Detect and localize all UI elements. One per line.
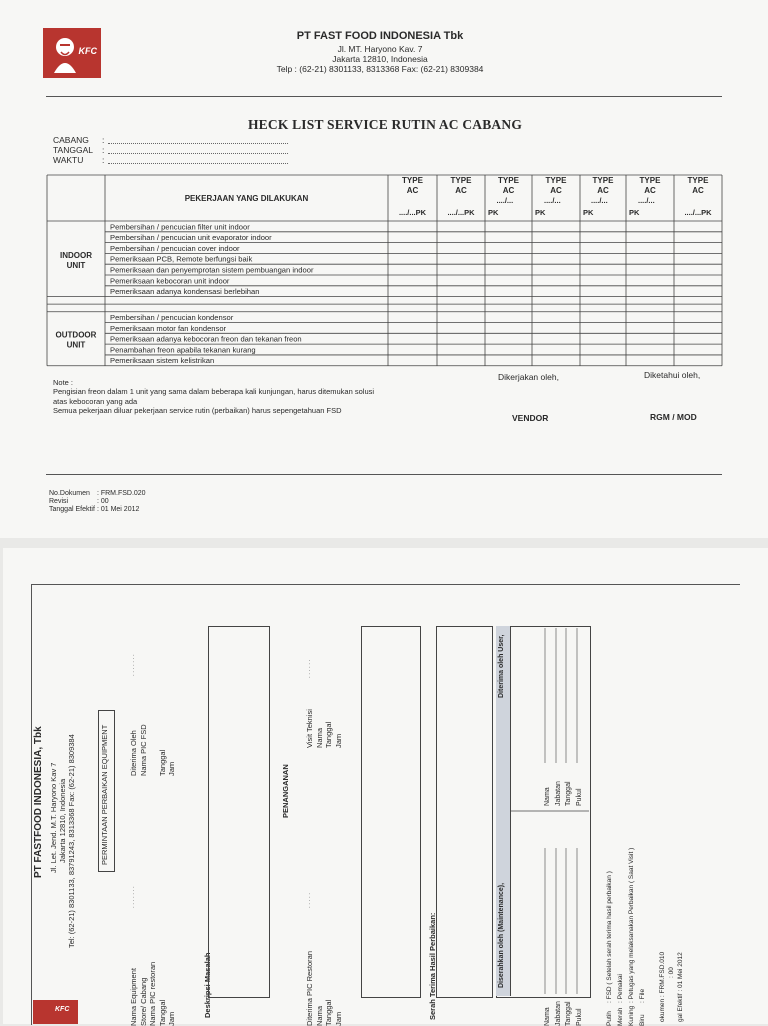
- dots-pic: . . . . .: [306, 892, 312, 908]
- field-waktu-sep: :: [102, 155, 105, 165]
- diserahkan-label: Diserahkan oleh (Maintenance),: [498, 882, 505, 988]
- indoor-task: Pembersihan / pencucian cover indoor: [110, 243, 240, 253]
- outdoor-task: Pembersihan / pencucian kondensor: [110, 313, 234, 323]
- rgm-label: RGM / MOD: [650, 412, 697, 422]
- type-header-ratio: ..../...: [591, 196, 608, 205]
- indoor-label: INDOOR: [60, 250, 92, 260]
- company-address-line2: Jakarta 12810, Indonesia: [332, 54, 428, 64]
- note-label: Note :: [53, 378, 74, 387]
- visit-field-0: Visit Teknisi: [305, 709, 314, 748]
- indoor-task: Pembersihan / pencucian unit evaporator indoor: [110, 233, 272, 243]
- visit-field-2: Tanggal: [324, 721, 333, 748]
- form2-address2: Jakarta 12810, Indonesia: [58, 778, 67, 863]
- company-telp: Telp : (62-21) 8301133, 8313368 Fax: (62-21) 8309384: [276, 64, 484, 74]
- type-header-ac: AC: [502, 186, 515, 195]
- task-header: PEKERJAAN YANG DILAKUKAN: [184, 194, 309, 203]
- footer-rev-label: Revisi: [49, 498, 69, 505]
- form-title: HECK LIST SERVICE RUTIN AC CABANG: [247, 117, 523, 132]
- form2-title: PERMINTAAN PERBAIKAN EQUIPMENT: [100, 724, 109, 865]
- type-header-type: TYPE: [450, 176, 472, 185]
- form2-doc-rev: : 00: [668, 967, 675, 978]
- indoor-task: Pemeriksaan kebocoran unit indoor: [110, 276, 230, 286]
- left-field-2: Nama PIC restoran: [148, 961, 157, 1026]
- indoor-task: Pemeriksaan adanya kondensasi berlebihan: [110, 287, 260, 297]
- indoor-task: Pemeriksaan dan penyemprotan sistem pembuangan indoor: [110, 265, 314, 275]
- type-header-ratio: ..../...: [544, 196, 561, 205]
- outdoor-label-unit: UNIT: [66, 340, 86, 350]
- form2-company: PT FASTFOOD INDONESIA, Tbk: [33, 726, 44, 878]
- outdoor-task: Pemeriksaan sistem kelistrikan: [110, 356, 215, 366]
- sign-row-maint-1: Jabatan: [554, 1001, 562, 1026]
- outdoor-label: OUTDOOR: [55, 330, 97, 340]
- sign-row-user-3: Pukul: [575, 788, 583, 806]
- type-header-ac: AC: [644, 186, 656, 195]
- left-field-0: Nama Equipment: [129, 968, 138, 1026]
- copy-color-0: Putih: [606, 1011, 613, 1026]
- repair-request-page: [3, 548, 768, 1024]
- field-waktu-label: WAKTU: [53, 155, 84, 165]
- sign-row-maint-2: Tanggal: [565, 1001, 572, 1026]
- sign-box-grid: [3, 548, 768, 1024]
- left-field-1: Store/ Cabang: [138, 977, 148, 1026]
- pic-field-0: Diterima PIC Restoran: [305, 950, 314, 1026]
- footer-rev-value: : 00: [96, 498, 109, 505]
- form2-address1: Jl. Let. Jend. M.T. Haryono Kav 7: [49, 762, 58, 873]
- note-line2: atas kebocoran yang ada: [53, 397, 138, 406]
- sign-row-user-1: Jabatan: [554, 781, 562, 806]
- type-header-type: TYPE: [592, 176, 614, 185]
- copy-desc-3: : File: [639, 988, 646, 1003]
- penanganan-label: PENANGANAN: [281, 764, 290, 818]
- type-header-ac: AC: [455, 186, 467, 195]
- dots-left: . . . . . . .: [130, 886, 136, 908]
- right-field-4: Jam: [167, 761, 176, 776]
- copy-desc-1: : Pemakai: [617, 974, 624, 1003]
- copy-desc-2: : Petugas yang melaksanakan Perbaikan ( Saat Visit ): [628, 847, 635, 1003]
- type-header-type: TYPE: [498, 176, 519, 185]
- right-field-1: Nama PIC FSD: [138, 724, 148, 776]
- company-address-line1: Jl. MT. Haryono Kav. 7: [337, 44, 423, 54]
- field-tanggal-label: TANGGAL: [53, 145, 93, 155]
- form2-telp: Tel: (62-21) 8301133, 83791243, 8313368 Fax: (62-21) 8309384: [67, 734, 76, 948]
- pic-field-2: Tanggal: [324, 999, 333, 1026]
- pic-field-1: Nama: [314, 1005, 324, 1026]
- copy-desc-0: : FSD ( Setelah serah terima hasil perbaikan ): [606, 871, 613, 1003]
- type-header-pk: PK: [488, 208, 499, 217]
- type-header-ratio: ..../...: [496, 196, 514, 205]
- field-cabang-sep: :: [102, 135, 105, 145]
- sign-row-user-0: Nama: [544, 787, 551, 806]
- company-name: PT FAST FOOD INDONESIA Tbk: [296, 30, 464, 42]
- dots-visit: . . . . . .: [306, 659, 312, 678]
- left-field-4: Jam: [167, 1011, 176, 1026]
- visit-field-3: Jam: [333, 733, 343, 748]
- footer-eff-value: : 01 Mei 2012: [96, 506, 140, 513]
- copy-color-2: Kuning: [628, 1005, 635, 1026]
- dots-right: . . . . . . .: [130, 654, 136, 676]
- form2-doc-no: okumen : FRM.FSD.010: [659, 951, 666, 1022]
- type-header-ac: AC: [550, 186, 562, 195]
- type-header-type: TYPE: [545, 176, 567, 185]
- right-field-0: Diterima Oleh: [129, 730, 138, 776]
- indoor-task: Pembersihan / pencucian filter unit indoor: [110, 222, 250, 232]
- type-header-ratio: ..../...: [638, 196, 655, 205]
- outdoor-task: Pemeriksaan adanya kebocoran freon dan tekanan freon: [110, 334, 302, 344]
- sign-row-maint-3: Pukul: [575, 1008, 583, 1026]
- logo-text: KFC: [78, 46, 97, 56]
- serah-terima-label: Serah Terima Hasil Perbaikan:: [428, 912, 437, 1020]
- footer-eff: [49, 506, 139, 515]
- copy-color-3: Biru: [639, 1014, 646, 1026]
- type-header-ac: AC: [597, 186, 609, 195]
- done-by-label: Dikerjakan oleh,: [498, 372, 559, 382]
- type-header-pk: PK: [535, 208, 546, 217]
- type-header-ac: AC: [692, 186, 704, 195]
- left-field-3: Tanggal: [157, 999, 167, 1026]
- field-cabang-label: CABANG: [53, 135, 89, 145]
- right-field-3: Tanggal: [157, 749, 167, 776]
- sign-row-maint-0: Nama: [544, 1007, 551, 1026]
- logo-text-2: KFC: [55, 1006, 70, 1013]
- type-header-pk: PK: [583, 208, 594, 217]
- vendor-label: VENDOR: [512, 413, 549, 423]
- known-by-label: Diketahui oleh,: [644, 370, 701, 380]
- outdoor-task: Penambahan freon apabila tekanan kurang: [110, 345, 256, 355]
- type-header-ac: AC: [406, 186, 419, 195]
- type-header-pk: ..../...PK: [447, 208, 475, 217]
- type-header-type: TYPE: [687, 176, 709, 185]
- note-line1: Pengisian freon dalam 1 unit yang sama dalam beberapa kali kunjungan, harus ditemukan solusi: [53, 387, 375, 396]
- diterima-user-label: Diterima oleh User,: [498, 634, 505, 698]
- footer-eff-label: Tanggal Efektif: [49, 506, 95, 513]
- footer-doc-label: No.Dokumen: [49, 490, 90, 497]
- type-header-pk: ..../...PK: [398, 208, 427, 217]
- visit-field-1: Nama: [314, 727, 324, 748]
- sign-row-user-2: Tanggal: [565, 781, 572, 806]
- copy-color-1: Merah: [617, 1007, 624, 1026]
- type-header-pk: ..../...PK: [684, 208, 712, 217]
- deskripsi-label: Deskripsi Masalah: [203, 952, 212, 1018]
- type-header-type: TYPE: [639, 176, 661, 185]
- footer-doc-value: : FRM.FSD.020: [96, 490, 146, 497]
- indoor-task: Pemeriksaan PCB, Remote berfungsi baik: [110, 254, 253, 264]
- field-tanggal-sep: :: [102, 145, 105, 155]
- type-header-pk: PK: [629, 208, 640, 217]
- indoor-label-unit: UNIT: [66, 260, 86, 270]
- note-line3: Semua pekerjaan diluar pekerjaan service rutin (perbaikan) harus sepengetahuan FSD: [53, 406, 342, 415]
- outdoor-task: Pemeriksaan motor fan kondensor: [110, 323, 227, 333]
- footer-divider: [46, 474, 722, 475]
- type-header-type: TYPE: [402, 176, 423, 185]
- form2-doc-eff: gal Efektif : 01 Mei 2012: [677, 952, 684, 1022]
- pic-field-3: Jam: [333, 1011, 343, 1026]
